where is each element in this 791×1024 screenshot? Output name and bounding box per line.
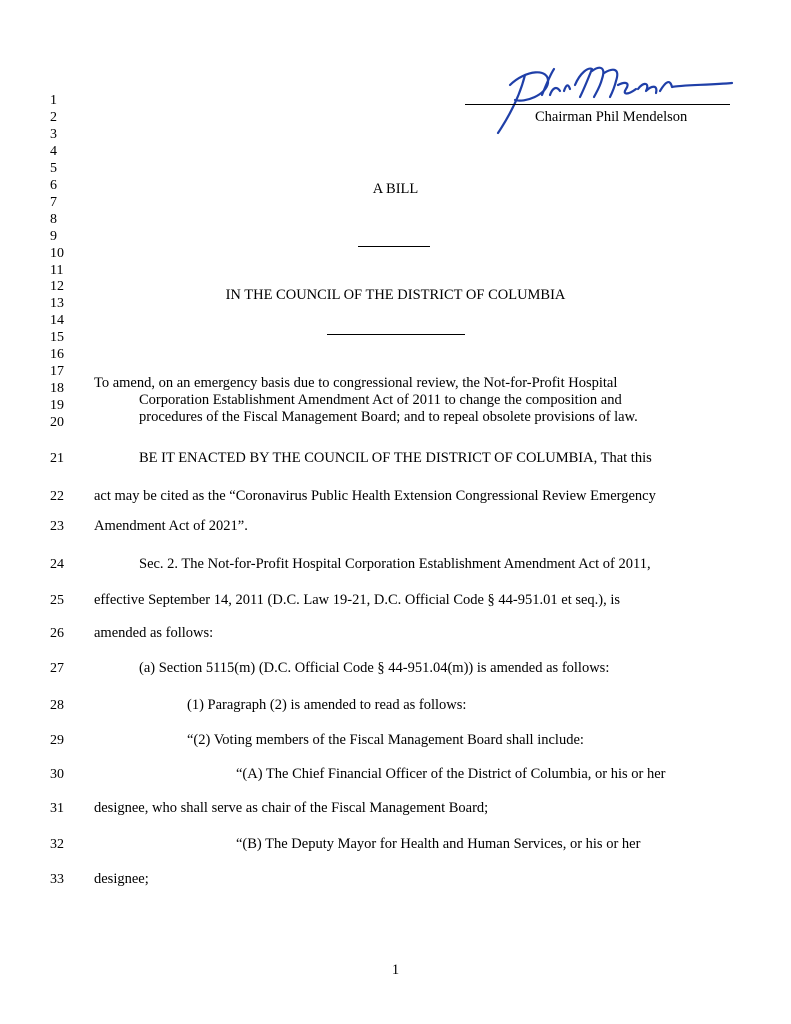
body-line: BE IT ENACTED BY THE COUNCIL OF THE DISTRICT OF COLUMBIA, That this <box>139 450 652 466</box>
line-number: 5 <box>50 160 57 176</box>
body-line: act may be cited as the “Coronavirus Public Health Extension Congressional Review Emergency <box>94 488 656 504</box>
title-line-2: Corporation Establishment Amendment Act of 2011 to change the composition and <box>139 392 622 408</box>
body-line: (1) Paragraph (2) is amended to read as follows: <box>187 697 467 713</box>
title-line-3: procedures of the Fiscal Management Board; and to repeal obsolete provisions of law. <box>139 409 638 425</box>
body-line: Sec. 2. The Not-for-Profit Hospital Corporation Establishment Amendment Act of 2011, <box>139 556 651 572</box>
body-line: “(A) The Chief Financial Officer of the District of Columbia, or his or her <box>236 766 666 782</box>
line-number: 27 <box>50 661 64 676</box>
line-number: 16 <box>50 347 64 363</box>
council-heading: IN THE COUNCIL OF THE DISTRICT OF COLUMBIA <box>225 287 566 303</box>
line-number: 31 <box>50 801 64 816</box>
line-number: 6 <box>50 177 57 193</box>
line-number: 29 <box>50 733 64 748</box>
line-number: 2 <box>50 109 57 125</box>
line-number: 11 <box>50 262 64 278</box>
bill-heading: A BILL <box>372 181 419 197</box>
line-number: 30 <box>50 767 64 782</box>
line-number: 1 <box>50 93 57 108</box>
body-line: “(2) Voting members of the Fiscal Management Board shall include: <box>187 732 584 748</box>
line-number: 15 <box>50 330 64 346</box>
line-number: 23 <box>50 519 64 534</box>
line-number: 19 <box>50 398 64 414</box>
line-number: 17 <box>50 364 64 380</box>
bill-number-blank <box>358 246 430 247</box>
date-blank <box>327 334 465 335</box>
body-line: designee, who shall serve as chair of the Fiscal Management Board; <box>94 800 489 816</box>
page-number: 1 <box>391 962 400 978</box>
title-line-1: To amend, on an emergency basis due to congressional review, the Not-for-Profit Hospital <box>94 375 618 391</box>
line-number: 24 <box>50 557 64 572</box>
line-number: 3 <box>50 126 57 142</box>
line-number: 8 <box>50 211 57 227</box>
line-number: 9 <box>50 228 57 244</box>
line-number: 22 <box>50 489 64 504</box>
signature-line <box>465 104 730 105</box>
line-number: 26 <box>50 626 64 641</box>
body-line: amended as follows: <box>94 625 214 641</box>
line-number: 25 <box>50 593 64 608</box>
body-line: (a) Section 5115(m) (D.C. Official Code § 44-951.04(m)) is amended as follows: <box>139 660 610 676</box>
line-number: 20 <box>50 415 64 431</box>
line-number: 10 <box>50 245 64 261</box>
line-number: 14 <box>50 313 64 329</box>
line-number: 21 <box>50 451 64 466</box>
line-number: 32 <box>50 837 64 852</box>
body-line: designee; <box>94 871 149 887</box>
line-number: 18 <box>50 381 64 397</box>
line-number: 13 <box>50 296 64 312</box>
body-line: Amendment Act of 2021”. <box>94 518 248 534</box>
line-number: 7 <box>50 194 57 210</box>
line-number: 33 <box>50 872 64 887</box>
line-number: 28 <box>50 698 64 713</box>
line-number: 12 <box>50 279 64 295</box>
body-line: “(B) The Deputy Mayor for Health and Human Services, or his or her <box>236 836 641 852</box>
line-number: 4 <box>50 143 57 159</box>
body-line: effective September 14, 2011 (D.C. Law 19-21, D.C. Official Code § 44-951.01 et seq.), is <box>94 592 621 608</box>
signer-name: Chairman Phil Mendelson <box>535 109 688 125</box>
